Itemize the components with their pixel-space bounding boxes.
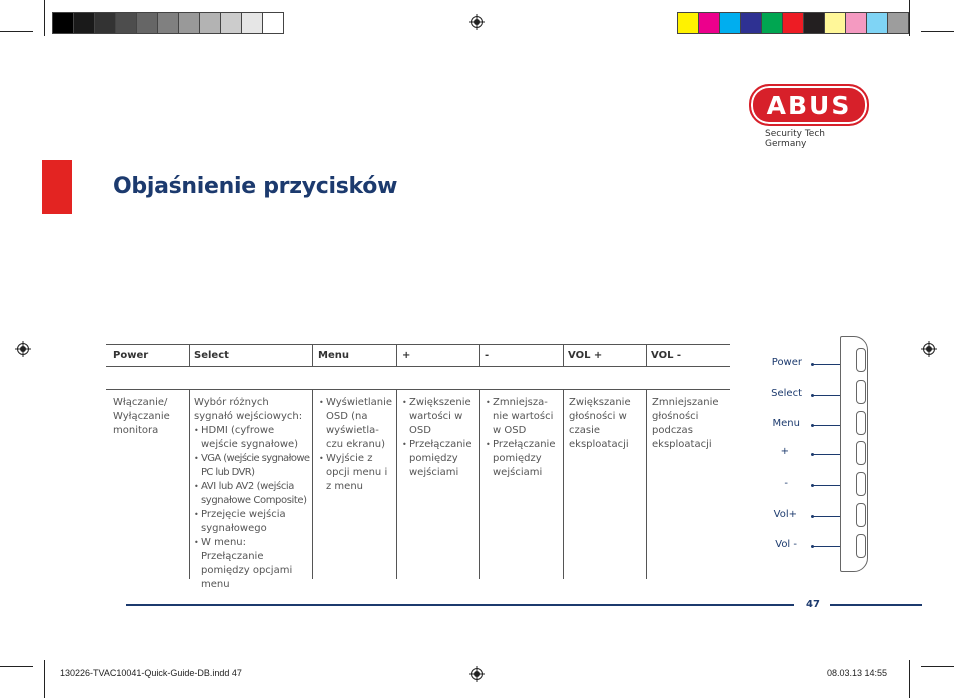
panel-button [856,411,866,435]
color-swatch [782,12,804,34]
color-swatch [677,12,699,34]
crop-mark [921,666,954,667]
slug-date: 08.03.13 14:55 [827,668,888,678]
column-divider [563,344,564,367]
panel-label-plus: + [780,446,789,457]
volminus-text: Zmniejszanie głośności podczas eksploatacji [652,397,719,450]
cell-menu [319,396,393,494]
leader-line [812,425,840,426]
crop-mark [909,0,910,36]
leader-line [812,516,840,517]
leader-line [812,546,840,547]
menu-list [319,396,393,494]
registration-mark-icon [469,14,485,30]
panel-button [856,472,866,496]
crop-mark [921,31,954,32]
color-swatch [719,12,741,34]
footer-rule-right [830,604,922,606]
color-swatch [845,12,867,34]
crop-mark [0,31,33,32]
select-intro: Wybór różnych sygnałó wejściowych: [194,397,303,422]
header-volminus: VOL - [651,350,682,361]
header-plus: + [402,350,411,361]
panel-button [856,380,866,404]
panel-label-volplus: Vol+ [773,509,797,520]
crop-mark [909,660,910,698]
color-swatch [866,12,888,34]
color-swatch [740,12,762,34]
color-swatch [136,12,158,34]
color-swatch [157,12,179,34]
list-item: • VGA (wejście sygnałowe PC lub DVR) [194,452,310,480]
leader-dot [811,484,814,487]
slug-file: 130226-TVAC10041-Quick-Guide-DB.indd 47 [60,668,242,678]
column-divider [189,344,190,367]
color-swatch [824,12,846,34]
table-header-row [106,344,730,367]
leader-line [812,364,840,365]
abus-logo [749,84,869,149]
leader-line [812,395,840,396]
color-swatch [761,12,783,34]
list-item: • W menu: Przełączanie pomiędzy opcjami menu [194,536,310,592]
cell-select [194,396,310,592]
select-list [194,424,310,592]
color-swatch [52,12,74,34]
list-item: • Wyjście z opcji menu i z menu [319,452,393,494]
panel-label-volminus: Vol - [775,539,797,550]
column-divider [189,389,190,579]
table-body-rule [106,389,730,390]
list-item: • Przejęcie wejścia sygnałowego [194,508,310,536]
column-divider [646,389,647,579]
logo-tagline: Security Tech Germany [765,129,825,149]
minus-list [486,396,560,480]
volplus-text: Zwiększanie głośności w czasie eksploatacji [569,397,631,450]
leader-line [812,454,840,455]
registration-mark-icon [921,341,937,357]
color-swatch [803,12,825,34]
column-divider [646,344,647,367]
panel-label-select: Select [771,388,802,399]
panel-label-menu: Menu [772,418,800,429]
list-item: • Wyświetlanie OSD (na wyświetla-czu ekranu) [319,396,393,452]
leader-dot [811,545,814,548]
panel-button [856,348,866,372]
header-minus: - [485,350,490,361]
color-swatch [199,12,221,34]
header-power: Power [113,350,149,361]
list-item: • Przełączanie pomiędzy wejściami [486,438,560,480]
header-select: Select [194,350,229,361]
column-divider [396,389,397,579]
crop-mark [44,0,45,36]
color-swatch [178,12,200,34]
color-swatch [262,12,284,34]
column-divider [479,389,480,579]
logo-badge [749,84,869,126]
list-item: • Zmniejsza-nie wartości w OSD [486,396,560,438]
leader-dot [811,363,814,366]
leader-dot [811,453,814,456]
list-item: • AVI lub AV2 (wejścia sygnałowe Composite) [194,480,310,508]
color-swatch [73,12,95,34]
leader-dot [811,394,814,397]
leader-dot [811,424,814,427]
page-number: 47 [806,599,820,610]
panel-button [856,441,866,465]
list-item: • Zwiększenie wartości w OSD [402,396,476,438]
gray-color-bar [52,12,283,34]
color-swatch [220,12,242,34]
registration-mark-icon [469,666,485,682]
cell-plus [402,396,476,480]
cell-power [113,396,185,438]
crop-mark [44,660,45,698]
leader-dot [811,515,814,518]
section-marker [42,160,72,214]
footer-rule-left [126,604,794,606]
panel-button [856,503,866,527]
cell-minus [486,396,560,480]
color-swatch [115,12,137,34]
leader-line [812,485,840,486]
header-menu: Menu [318,350,349,361]
cell-volminus [652,396,724,452]
crop-mark [0,666,33,667]
registration-mark-icon [15,341,31,357]
panel-label-power: Power [771,357,802,368]
column-divider [479,344,480,367]
color-swatch [94,12,116,34]
header-volplus: VOL + [568,350,603,361]
list-item: • HDMI (cyfrowe wejście sygnałowe) [194,424,310,452]
power-text: Włączanie/ Wyłączanie monitora [113,397,170,436]
page-title: Objaśnienie przycisków [113,174,398,199]
panel-label-minus: - [784,478,788,489]
column-divider [396,344,397,367]
panel-button [856,534,866,558]
color-swatch [698,12,720,34]
column-divider [312,389,313,579]
color-swatch [887,12,909,34]
list-item: • Przełączanie pomiędzy wejściami [402,438,476,480]
column-divider [563,389,564,579]
color-swatch [241,12,263,34]
color-bar [677,12,908,34]
plus-list [402,396,476,480]
column-divider [312,344,313,367]
cell-volplus [569,396,641,452]
logo-word: ABUS [766,90,852,120]
